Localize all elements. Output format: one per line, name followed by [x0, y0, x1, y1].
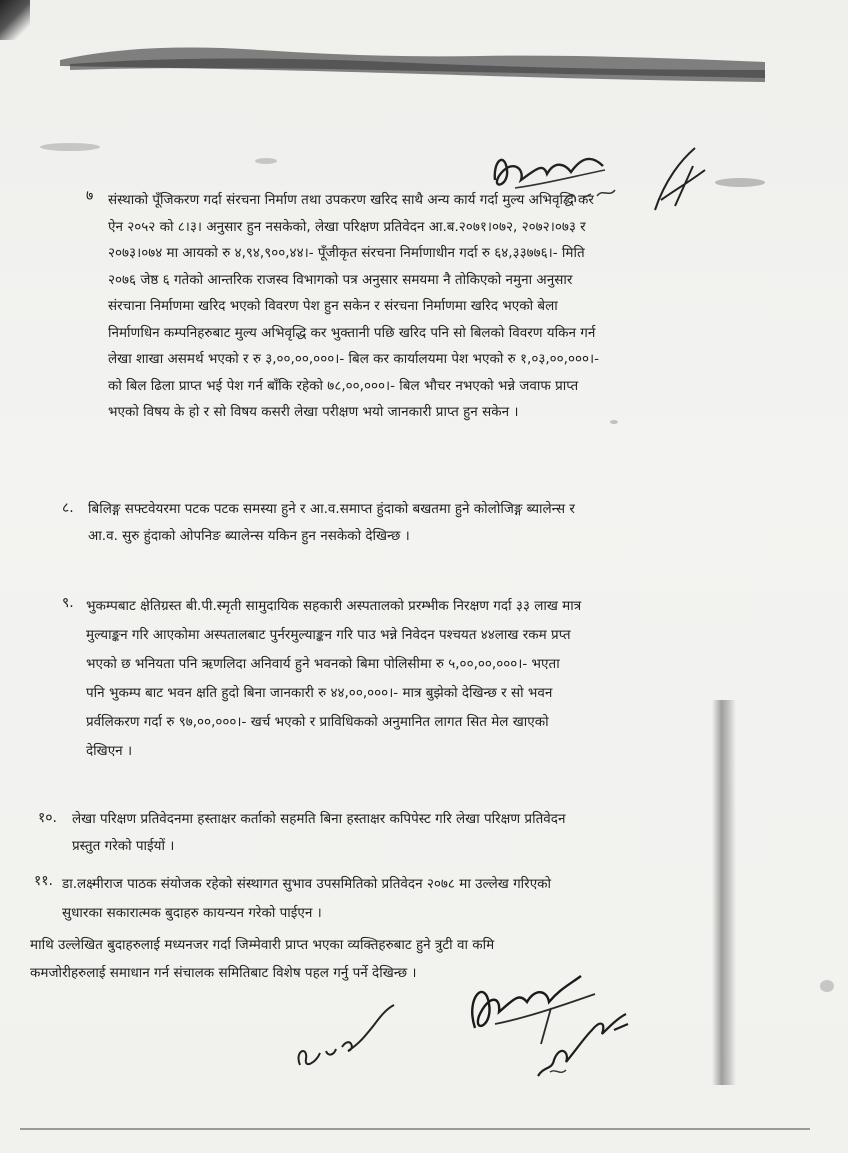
- text-line: लेखा परिक्षण प्रतिवेदनमा हस्ताक्षर कर्ताको सहमति बिना हस्ताक्षर कपिपेस्ट गरि लेखा परिक्षण प्रतिवेदन: [72, 811, 566, 827]
- scan-speck: [820, 980, 834, 992]
- text-line: माथि उल्लेखित बुदाहरुलाई मध्यनजर गर्दा जिम्मेवारी प्राप्त भएका व्यक्तिहरुबाट हुने त्रुटी वा कमि: [30, 937, 495, 953]
- text-line: भुकम्पबाट क्षेतिग्रस्त बी.पी.स्मृती सामुदायिक सहकारी अस्पतालको प्ररम्भीक निरक्षण गर्दा ३३ लाख मात्र: [86, 598, 582, 614]
- text-line: प्रर्वलिकरण गर्दा रु ९७,००,०००।- खर्च भएको र प्राविधिकको अनुमानित लागत सित मेल खाएको: [86, 714, 549, 730]
- scan-bottom-edge: [20, 1128, 810, 1130]
- text-line: प्रस्तुत गरेको पाईयों ।: [72, 837, 175, 854]
- text-line: संस्थाको पूँजिकरण गर्दा संरचना निर्माण तथा उपकरण खरिद साथै अन्य कार्य गर्दा मुल्य अभिवृद्धि कर: [108, 192, 594, 208]
- scan-artifact-edge: [712, 700, 736, 1085]
- text-line: ऐन २०५२ को ८।३। अनुसार हुन नसकेको, लेखा परिक्षण प्रतिवेदन आ.ब.२०७१।०७२, २०७२।०७३ र: [108, 218, 586, 235]
- text-line: २०७६ जेष्ठ ६ गतेको आन्तरिक राजस्व विभागको पत्र अनुसार समयमा नै तोकिएको नमुना अनुसार: [108, 271, 573, 288]
- item-11-paragraph: [62, 870, 551, 928]
- bottom-signature-right: [530, 1000, 640, 1085]
- text-line: २०७३।०७४ मा आयको रु ४,९४,९००,४४।- पूँजीकृत संरचना निर्माणाधीन गर्दा रु ६४,३३७७६।- मिति: [108, 245, 585, 261]
- text-line: कमजोरीहरुलाई समाधान गर्न संचालक समितिबाट विशेष पहल गर्नु पर्ने देखिन्छ ।: [30, 965, 417, 981]
- text-line: सुधारका सकारात्मक बुदाहरु कायन्यन गरेको पाईएन ।: [62, 905, 322, 921]
- item-number: ७: [86, 188, 94, 204]
- top-initials-signature: [485, 140, 715, 220]
- scan-corner-shadow: [0, 0, 30, 40]
- item-number: ११.: [34, 873, 54, 889]
- scan-speck: [40, 143, 100, 151]
- text-line: आ.व. सुरु हुंदाको ओपनिङ ब्यालेन्स यकिन हुन नसकेको देखिन्छ ।: [88, 527, 410, 544]
- item-number: ८.: [62, 500, 74, 516]
- scan-artifact-band: [60, 40, 765, 90]
- text-line: संरचाना निर्माणमा खरिद भएको विवरण पेश हुन सकेन र संरचना निर्माणमा खरिद भएको बेला: [108, 298, 558, 314]
- text-line: को बिल ढिला प्राप्त भई पेश गर्न बाँकि रहेको ७८,००,०००।- बिल भौचर नभएको भन्ने जवाफ प्राप्त: [108, 377, 579, 394]
- item-7-paragraph: [108, 187, 599, 426]
- text-line: बिलिङ्ग सफ्टवेयरमा पटक पटक समस्या हुने र आ.व.समाप्त हुंदाको बखतमा हुने कोलोजिङ्ग ब्यालेन्स र: [88, 501, 575, 517]
- text-line: मुल्याङ्कन गरि आएकोमा अस्पतालबाट पुर्नरमुल्याङ्कन गरि पाउ भन्ने निवेदन पश्चयत ४४लाख रकम प्रप्त: [86, 627, 571, 643]
- conclusion-paragraph: [30, 931, 494, 987]
- item-8-paragraph: [88, 496, 575, 549]
- item-number: ९.: [62, 595, 74, 611]
- scan-speck: [255, 158, 277, 164]
- bottom-signature-left: [290, 995, 400, 1080]
- text-line: देखिएन ।: [86, 743, 133, 759]
- text-line: निर्माणधिन कम्पनिहरुबाट मुल्य अभिवृद्धि कर भुक्तानी पछि खरिद पनि सो बिलको विवरण यकिन गर्न: [108, 324, 596, 341]
- item-number: १०.: [38, 810, 58, 826]
- text-line: डा.लक्ष्मीराज पाठक संयोजक रहेको संस्थागत सुभाव उपसमितिको प्रतिवेदन २०७८ मा उल्लेख गरिएको: [62, 876, 552, 892]
- item-9-paragraph: [86, 592, 581, 766]
- text-line: भएको छ भनियता पनि ऋणलिदा अनिवार्य हुने भवनको बिमा पोलिसीमा रु ५,००,००,०००।- भएता: [86, 656, 560, 672]
- scan-speck: [610, 420, 618, 424]
- text-line: भएको विषय के हो र सो विषय कसरी लेखा परीक्षण भयो जानकारी प्राप्त हुन सकेन ।: [108, 404, 519, 420]
- scan-speck: [715, 178, 765, 187]
- text-line: लेखा शाखा असमर्थ भएको र रु ३,००,००,०००।- बिल कर कार्यालयमा पेश भएको रु १,०३,००,०००।-: [108, 351, 600, 367]
- text-line: पनि भुकम्प बाट भवन क्षति हुदो बिना जानकारी रु ४४,००,०००।- मात्र बुझेको देखिन्छ र सो भवन: [86, 685, 553, 701]
- item-10-paragraph: [72, 806, 565, 859]
